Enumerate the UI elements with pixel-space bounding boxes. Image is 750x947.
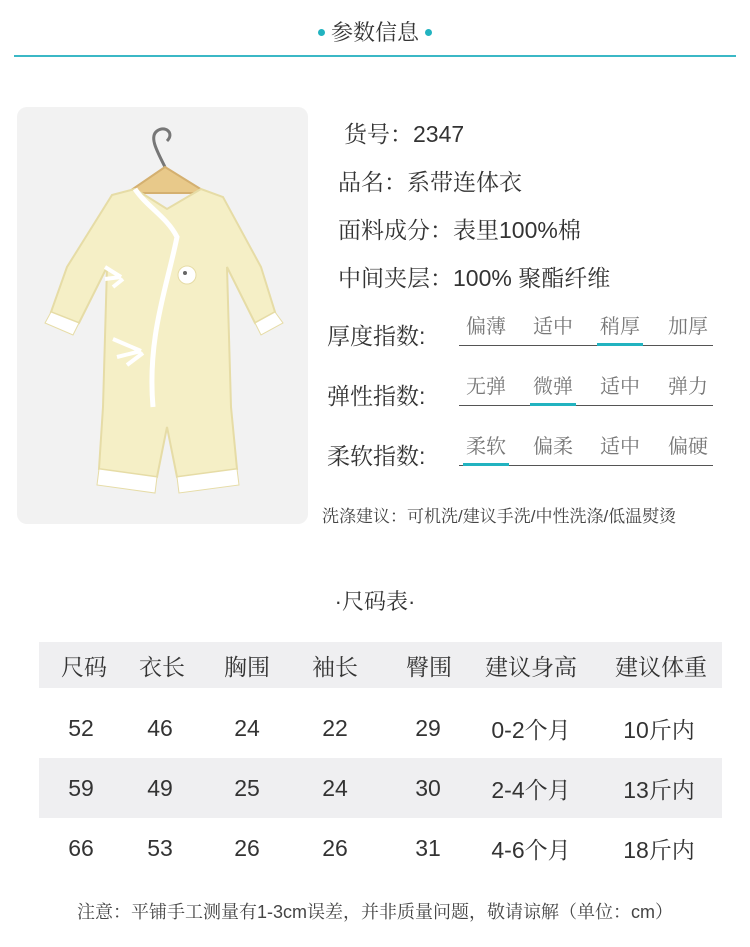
elasticity-option-selected: 微弹 [526,374,580,400]
info-fabric: 面料成分：表里100%棉 [338,217,581,243]
elasticity-option: 适中 [600,376,640,398]
table-cell: 24 [322,774,348,801]
softness-option: 偏硬 [668,436,708,458]
header-cell: 建议身高 [485,653,577,680]
title-dot-right [425,29,432,36]
thickness-label: 厚度指数: [327,323,426,349]
thickness-options [459,314,713,346]
header-cell: 臀围 [406,653,452,680]
table-cell: 53 [147,834,173,861]
size-table [39,642,722,878]
softness-option: 适中 [600,436,640,458]
params-title-text: 参数信息 [330,20,419,45]
table-cell: 13斤内 [623,776,695,803]
params-title [0,16,750,47]
thickness-option: 适中 [533,316,573,338]
info-item-number: 货号：2347 [344,121,465,147]
washing-advice: 洗涤建议：可机洗/建议手洗/中性洗涤/低温熨烫 [322,507,677,526]
table-cell: 26 [322,834,348,861]
size-chart-title: ·尺码表· [334,589,416,614]
table-cell: 52 [68,714,94,741]
title-dot-left [318,29,325,36]
table-row [39,698,722,758]
product-photo [17,107,308,524]
thickness-option-selected: 稍厚 [593,314,647,340]
table-cell: 49 [147,774,173,801]
table-cell: 10斤内 [623,716,695,743]
softness-option: 偏柔 [533,436,573,458]
info-filling: 中间夹层：100% 聚酯纤维 [338,265,611,291]
table-cell: 46 [147,714,173,741]
table-cell: 18斤内 [623,836,695,863]
table-cell: 22 [322,714,348,741]
table-header [39,642,722,688]
elasticity-label: 弹性指数: [327,383,426,409]
info-product-name: 品名：系带连体衣 [338,169,522,195]
table-cell: 26 [234,834,260,861]
thickness-option: 偏薄 [466,316,506,338]
header-cell: 袖长 [312,653,358,680]
table-cell: 2-4个月 [491,776,571,803]
table-cell: 24 [234,714,260,741]
table-cell: 30 [415,774,441,801]
table-cell: 31 [415,834,441,861]
table-cell: 0-2个月 [491,716,571,743]
header-cell: 胸围 [224,653,270,680]
measurement-note: 注意：平铺手工测量有1-3cm误差，并非质量问题，敬请谅解（单位：cm） [76,902,673,922]
softness-label: 柔软指数: [327,443,426,469]
table-cell: 29 [415,714,441,741]
table-row [39,818,722,878]
softness-option-selected: 柔软 [459,434,513,460]
table-row [39,758,722,818]
table-cell: 66 [68,834,94,861]
softness-options [459,434,713,466]
romper-illustration [17,107,308,524]
header-cell: 衣长 [139,653,185,680]
elasticity-option: 无弹 [466,376,506,398]
header-cell: 建议体重 [615,653,707,680]
table-cell: 25 [234,774,260,801]
elasticity-options [459,374,713,406]
title-divider [14,55,736,57]
table-cell: 59 [68,774,94,801]
header-cell: 尺码 [61,653,107,680]
elasticity-option: 弹力 [668,376,708,398]
table-cell: 4-6个月 [491,836,571,863]
thickness-option: 加厚 [668,316,708,338]
